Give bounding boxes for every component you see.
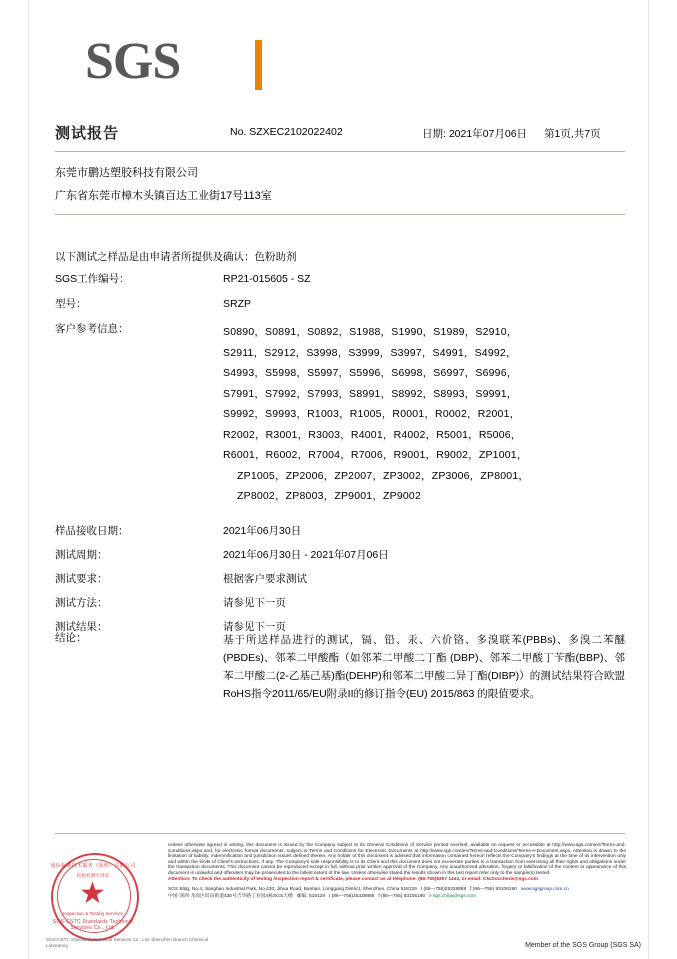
- field-row-job-no: [55, 272, 625, 287]
- sgs-logo-bar: [255, 40, 262, 90]
- field-label-test-method: 测试方法：: [55, 597, 108, 609]
- field-value-test-request: 根据客户要求测试: [223, 573, 307, 585]
- official-seal: [46, 851, 209, 948]
- field-row-client-ref: [55, 322, 625, 507]
- field-row-test-method: [55, 596, 625, 611]
- page-title: 测试报告: [55, 125, 120, 142]
- report-date: 日期: 2021年07月06日: [422, 128, 528, 140]
- header-divider: [55, 151, 625, 152]
- sgs-logo-text: SGS: [85, 33, 181, 90]
- client-ref-line: S9992，S9993，R1003，R1005，R0001，R0002，R2001，: [223, 408, 521, 420]
- footer-tel-1: t (86—755)25328888: [420, 887, 467, 893]
- sample-intro-text: 以下测试之样品是由申请者所提供及确认：色粉助剂: [55, 251, 297, 263]
- footer-address-en: [168, 886, 626, 893]
- client-ref-line: ZP8002，ZP8003，ZP9001，ZP9002: [237, 490, 422, 502]
- footer-zip: 邮编: 518129: [296, 894, 326, 900]
- field-value-job-no: RP21-015605 - SZ: [223, 273, 311, 285]
- footer-divider: [55, 833, 625, 834]
- client-ref-line: R6001，R6002，R7004，R7006，R9001，R9002，ZP1001，: [223, 449, 528, 461]
- company-divider: [55, 214, 625, 215]
- field-row-receive-date: [55, 524, 625, 539]
- field-row-test-request: [55, 572, 625, 587]
- field-label-job-no: SGS工作编号：: [55, 273, 130, 285]
- job-info-table: [55, 272, 625, 517]
- field-value-client-ref: [223, 322, 625, 507]
- client-company-name: 东莞市鹏达塑胶科技有限公司: [55, 167, 198, 179]
- footer-fax-2: f (86—755) 83106190: [378, 894, 426, 900]
- footer-address-en-text: SGS Bldg, No.4, Jianghao Industrial Park, No.430, Jihua Road, Bantian, Longgang District, Shenzhen, China 518129: [168, 887, 417, 893]
- client-ref-line: S4993，S5998，S5997，S5996，S6998，S6997，S6996，: [223, 367, 518, 379]
- conclusion-text: 基于所送样品进行的测试，镉、铅、汞、六价铬、多溴联苯(PBBs)、多溴二苯醚(PBDEs)、邻苯二甲酸酯（如邻苯二甲酸二丁酯 (DBP)、邻苯二甲酸丁苄酯(BBP)、邻苯二甲酸二(2-乙基己基)酯(DEHP)和邻苯二甲酸二异丁酯(DIBP)）的测试结果符合欧盟RoHS指令2011/65/EU附录II的修订指令(EU) 2015/863 的限值要求。: [223, 634, 625, 700]
- footer-email[interactable]: e sgs.china@sgs.com: [429, 894, 477, 900]
- seal-caption: SGS-CSTC Standards Technical Services Co., Ltd. Shenzhen Branch Chemical Laboratory: [46, 937, 209, 948]
- conclusion-block: [55, 631, 625, 703]
- seal-arc-top-text: 通标标准技术服务（深圳）有限公司: [50, 863, 136, 869]
- footer-member-text: Member of the SGS Group (SGS SA): [525, 942, 641, 949]
- field-value-test-period: 2021年06月30日 - 2021年07月06日: [223, 549, 389, 561]
- field-value-receive-date: 2021年06月30日: [223, 525, 302, 537]
- field-label-test-request: 测试要求：: [55, 573, 108, 585]
- client-ref-line: S7991，S7992，S7993，S8991，S8992，S8993，S9991，: [223, 387, 518, 400]
- field-value-test-result: 请参见下一页: [223, 621, 286, 633]
- seal-arc-bottom-text: SGS-CSTC Standards Technical Services Co., Ltd.: [52, 919, 134, 931]
- footer-legal-block: [168, 843, 626, 900]
- report-header: [55, 122, 625, 146]
- footer-address-block: [168, 886, 626, 900]
- conclusion-label: 结论：: [55, 632, 87, 644]
- footer-legal-text: Unless otherwise agreed in writing, this document is issued by the Company subject to its General Conditions of Service printed overleaf, available on request or accessible at http://www.sgs.com/en/Terms-and-Conditions.aspx and, for electronic format documents, subject to Terms and Conditions for Electronic Documents at http://www.sgs.com/en/Terms-and-Conditions/Terms-e-Document.aspx. Attention is drawn to the limitation of liability, indemnification and jurisdiction issues defined therein. Any holder of this document is advised that information contained hereon reflects the Company's findings at the time of its intervention only and within the limits of Client's instructions, if any. The Company's sole responsibility is to its Client and this document does not exonerate parties to a transaction from exercising all their rights and obligations under the transaction documents. This document cannot be reproduced except in full, without prior written approval of the Company. Any unauthorized alteration, forgery or falsification of the content or appearance of this document is unlawful and offenders may be prosecuted to the fullest extent of the law. Unless otherwise stated the results shown in this test report refer only to the sample(s) tested.: [168, 843, 626, 876]
- footer-tel-2: t (86—755)25328888: [329, 894, 375, 900]
- client-ref-line: ZP1005，ZP2006，ZP2007，ZP3002，ZP3006，ZP8001，: [237, 469, 530, 482]
- field-label-model: 型号：: [55, 298, 87, 310]
- field-row-model: [55, 297, 625, 312]
- field-value-model: SRZP: [223, 298, 252, 310]
- footer-attention-text[interactable]: Attention: To check the authenticity of testing /inspection report & certificate, please contact us at telephone: (86-755)8307 1443, or email: CN.Doccheck@sgs.com: [168, 876, 539, 882]
- client-ref-line: S0890，S0891，S0892，S1988，S1990，S1989，S2910，: [223, 326, 518, 338]
- field-label-test-result: 测试结果：: [55, 621, 108, 633]
- sgs-logo: [85, 34, 335, 96]
- footer-address-cn: [168, 893, 626, 900]
- field-label-client-ref: 客户参考信息：: [55, 323, 129, 335]
- client-company-address: 广东省东莞市樟木头镇百达工业街17号113室: [55, 190, 272, 202]
- footer-fax-1: f (86—755) 83106190: [470, 887, 517, 893]
- test-info-table: [55, 524, 625, 644]
- report-number: No. SZXEC2102022402: [230, 126, 343, 138]
- field-label-receive-date: 样品接收日期：: [55, 525, 129, 537]
- client-ref-line: S2911，S2912，S3998，S3999，S3997，S4991，S4992，: [223, 346, 517, 359]
- footer-address-cn-text: 中国·深圳·龙岗区坂田街道430号吉华路工业园4栋SGS大楼: [168, 894, 293, 900]
- star-icon: ★: [79, 877, 106, 910]
- field-value-test-method: 请参见下一页: [223, 597, 286, 609]
- page-indicator: 第1页,共7页: [544, 128, 601, 140]
- field-label-test-period: 测试周期：: [55, 549, 108, 561]
- seal-middle-text-en: Inspection & Testing Services: [63, 911, 123, 916]
- page-right-rule: [648, 0, 649, 959]
- footer-website[interactable]: www.sgsgroup.com.cn: [520, 887, 569, 893]
- client-ref-line: R2002，R3001，R3003，R4001，R4002，R5001，R5006，: [223, 428, 522, 441]
- seal-middle-text-cn: 检验检测专用章: [76, 873, 110, 878]
- field-row-test-period: [55, 548, 625, 563]
- page-left-rule: [28, 0, 29, 959]
